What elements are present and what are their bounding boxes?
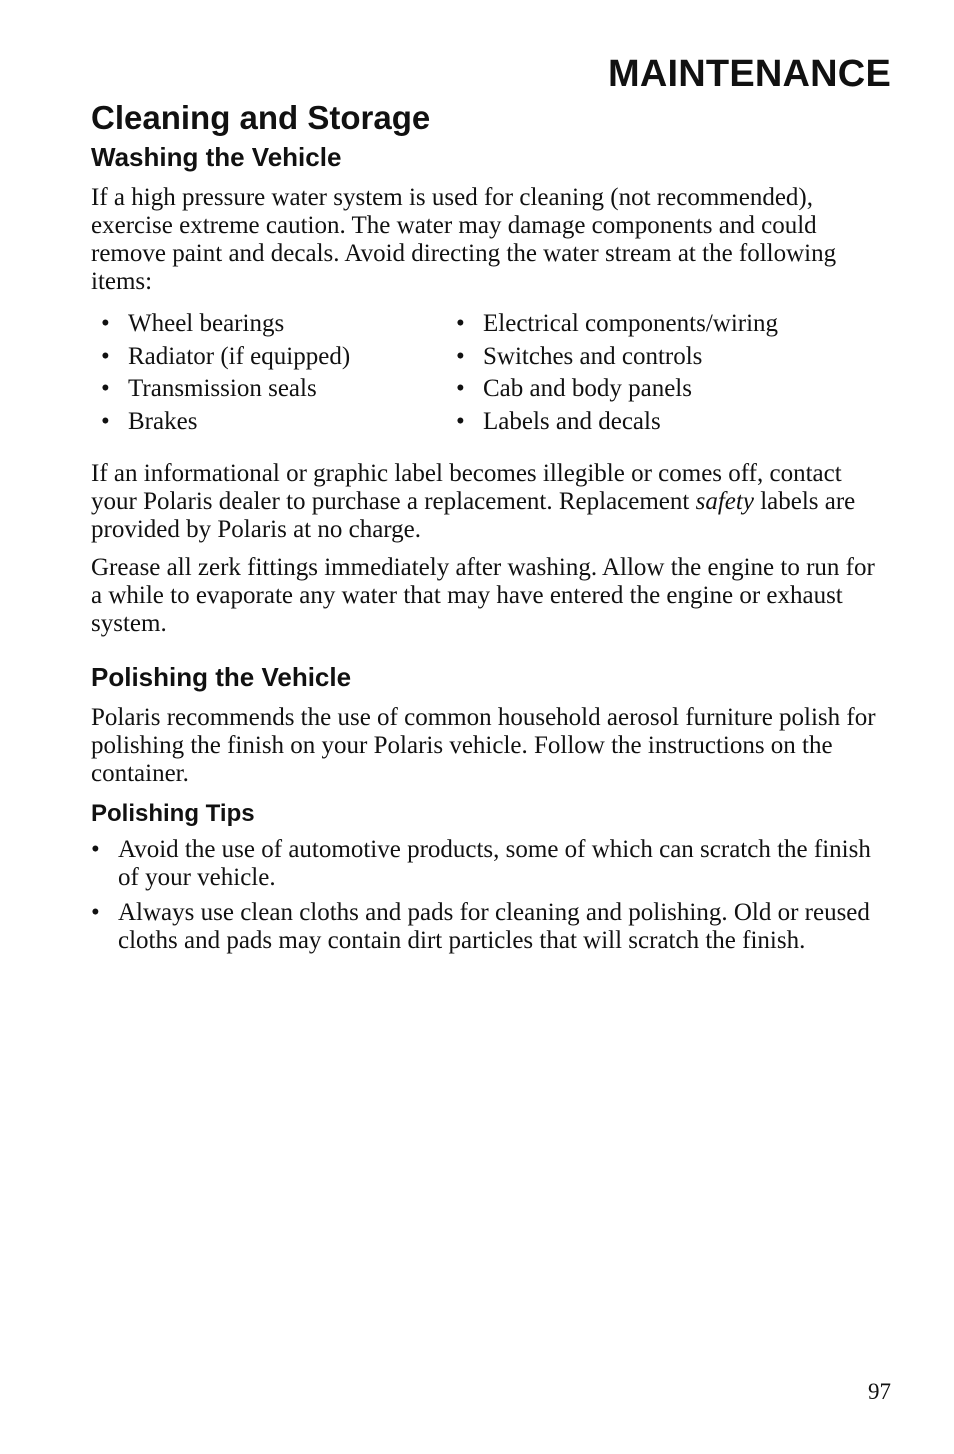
bullet-icon: • bbox=[456, 342, 465, 370]
bullet-icon: • bbox=[91, 899, 100, 926]
list-item: • Brakes bbox=[101, 406, 456, 439]
chapter-title: Cleaning and Storage bbox=[91, 99, 431, 136]
list-item: • Radiator (if equipped) bbox=[101, 341, 456, 374]
safety-emphasis: safety bbox=[695, 488, 754, 515]
bullet-icon: • bbox=[101, 407, 110, 435]
list-item: • Switches and controls bbox=[456, 341, 886, 374]
bullet-icon: • bbox=[91, 836, 100, 863]
list-item: • Cab and body panels bbox=[456, 373, 886, 406]
polishing-tips-list bbox=[91, 836, 891, 955]
bullet-icon: • bbox=[101, 375, 110, 402]
grease-paragraph: Grease all zerk fittings immediately after washing. Allow the engine to run for a while to evaporate any water that may have entered the engine or exhaust system. bbox=[91, 554, 875, 637]
page-number: 97 bbox=[868, 1379, 891, 1404]
manual-page bbox=[91, 0, 891, 1454]
avoid-items-right bbox=[456, 308, 886, 438]
content-flow bbox=[91, 140, 891, 962]
list-item: • Transmission seals bbox=[101, 373, 456, 406]
bullet-icon: • bbox=[456, 407, 465, 435]
washing-heading: Washing the Vehicle bbox=[91, 142, 342, 172]
polishing-tips-heading: Polishing Tips bbox=[91, 800, 255, 827]
polishing-intro: Polaris recommends the use of common household aerosol furniture polish for polishing the finish on your Polaris vehicle. Follow the instructions on the container. bbox=[91, 704, 876, 787]
list-item: • Avoid the use of automotive products, some of which can scratch the finish of your vehicle. bbox=[91, 836, 871, 891]
avoid-items-left bbox=[91, 308, 456, 438]
polishing-heading: Polishing the Vehicle bbox=[91, 662, 352, 692]
avoid-items-list bbox=[91, 308, 891, 438]
list-item: • Labels and decals bbox=[456, 406, 886, 439]
bullet-icon: • bbox=[456, 375, 465, 402]
washing-intro: If a high pressure water system is used for cleaning (not recommended), exercise extreme caution. The water may damage components and could remove paint and decals. Avoid directing the water stream at the following items: bbox=[91, 184, 837, 295]
list-item: • Wheel bearings bbox=[101, 308, 456, 341]
bullet-icon: • bbox=[101, 342, 110, 370]
label-replacement-paragraph: If an informational or graphic label becomes illegible or comes off, contact your Polaris dealer to purchase a replacement. Replacement safety labels are provided by Polaris at no charge. bbox=[91, 460, 856, 543]
list-item: • Always use clean cloths and pads for cleaning and polishing. Old or reused cloths and pads may contain dirt particles that will scratch the finish. bbox=[91, 899, 870, 954]
bullet-icon: • bbox=[456, 310, 465, 337]
list-item: • Electrical components/wiring bbox=[456, 308, 886, 341]
section-title: MAINTENANCE bbox=[608, 53, 891, 95]
bullet-icon: • bbox=[101, 310, 110, 337]
